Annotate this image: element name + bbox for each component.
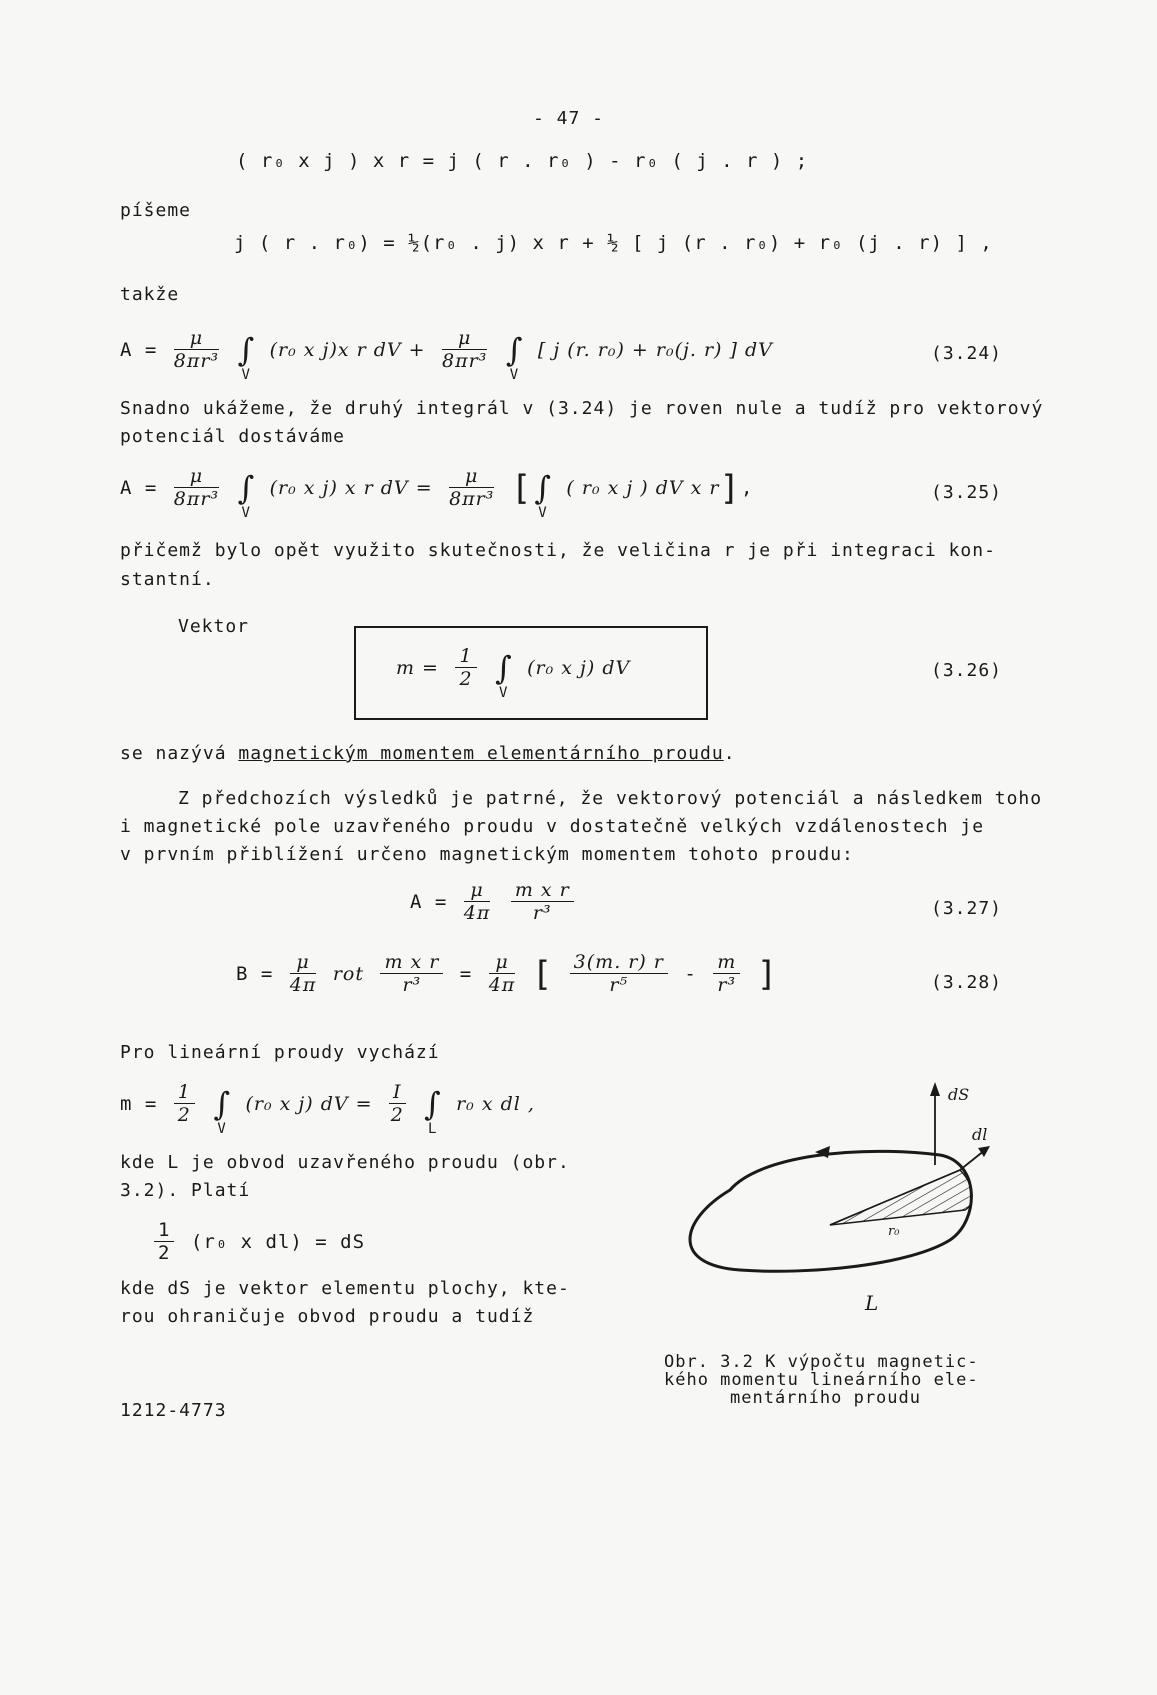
figure-label-ds: dS: [948, 1085, 970, 1104]
equation-label-3-28: (3.28): [931, 972, 1003, 993]
paragraph-1-line-1: Snadno ukážeme, že druhý integrál v (3.24) je roven nule a tudíž pro vektorový: [120, 398, 1044, 419]
equation-3-27: A = $\frac{\mu}{4\pi}$ $\frac{\text{m x r}}{\text{r³}}$: [410, 880, 578, 925]
figure-current-loop: [660, 1070, 1020, 1330]
paragraph-4-line-1: Z předchozích výsledků je patrné, že vektorový potenciál a následkem toho: [178, 788, 1043, 809]
paragraph-2-line-2: stantní.: [120, 569, 215, 590]
dl-arrow-head: [978, 1146, 990, 1157]
paragraph-3: se nazývá magnetickým momentem elementárního proudu.: [120, 743, 736, 764]
paragraph-4-line-3: v prvním přiblížení určeno magnetickým momentem tohoto proudu:: [120, 844, 854, 865]
text-vektor: Vektor: [178, 616, 250, 637]
equation-label-3-27: (3.27): [931, 898, 1003, 919]
equation-3-28: B = $\frac{\mu}{4\pi}$ rot $\frac{\text{m x r}}{\text{r³}}$ = $\frac{\mu}{4\pi}$ [ $\frac{3(m. r) r}{\text{r⁵}}$ - $\frac{m}{\text{r³}}$ ]: [236, 951, 779, 996]
paragraph-7-line-2: rou ohraničuje obvod proudu a tudíž: [120, 1306, 535, 1327]
text-takze: takže: [120, 284, 180, 305]
paragraph-1-line-2: potenciál dostáváme: [120, 426, 345, 447]
page-number: - 47 -: [533, 108, 605, 129]
figure-label-r0: r₀: [888, 1224, 900, 1239]
equation-vector-identity: ( r₀ x j ) x r = j ( r . r₀ ) - r₀ ( j . r ) ;: [236, 150, 809, 172]
equation-3-24: A = $\frac{\mu}{\text{8πr³}}$ ∫ V (r₀ x j)x r dV + $\frac{\mu}{\text{8πr³}}$ ∫ V [ j (r. r₀) + r₀(j. r) ] dV: [120, 327, 773, 384]
figure-label-l: L: [865, 1291, 879, 1315]
paragraph-6-line-2: 3.2). Platí: [120, 1180, 251, 1201]
caption-line-1: Obr. 3.2 K výpočtu magnetic-: [664, 1352, 979, 1372]
ds-arrow-head: [930, 1082, 940, 1096]
equation-pisem: j ( r . r₀) = ½(r₀ . j) x r + ½ [ j (r . r₀) + r₀ (j . r) ] ,: [234, 232, 993, 254]
footer-code: 1212-4773: [120, 1400, 227, 1421]
equation-3-25: A = $\frac{\mu}{\text{8πr³}}$ ∫ V (r₀ x j) x r dV = $\frac{\mu}{\text{8πr³}}$ [∫ V ( r₀ x j ) dV x r],: [120, 465, 754, 522]
dl-arrow-line: [960, 1150, 985, 1170]
caption-line-3: mentárního proudu: [730, 1388, 921, 1408]
paragraph-5: Pro lineární proudy vychází: [120, 1042, 440, 1063]
equation-label-3-25: (3.25): [931, 482, 1003, 503]
equation-label-3-24: (3.24): [931, 343, 1003, 364]
paragraph-2-line-1: přičemž bylo opět využito skutečnosti, že veličina r je při integraci kon-: [120, 540, 996, 561]
paragraph-7-line-1: kde dS je vektor elementu plochy, kte-: [120, 1278, 570, 1299]
figure-label-dl: dl: [972, 1125, 988, 1144]
equation-ds: $\frac{1}{2}$ (r₀ x dl) = dS: [150, 1220, 365, 1265]
equation-3-26: m = $\frac{1}{2}$ ∫ V (r₀ x j) dV: [396, 645, 631, 702]
text-pisem: píšeme: [120, 200, 192, 221]
caption-line-2: kého momentu lineárního ele-: [664, 1370, 979, 1390]
equation-label-3-26: (3.26): [931, 660, 1003, 681]
equation-moment-linear: m = $\frac{1}{2}$ ∫ V (r₀ x j) dV = $\frac{I}{2}$ ∫ L r₀ x dl ,: [120, 1081, 535, 1138]
paragraph-6-line-1: kde L je obvod uzavřeného proudu (obr.: [120, 1152, 570, 1173]
paragraph-4-line-2: i magnetické pole uzavřeného proudu v dostatečně velkých vzdálenostech je: [120, 816, 985, 837]
